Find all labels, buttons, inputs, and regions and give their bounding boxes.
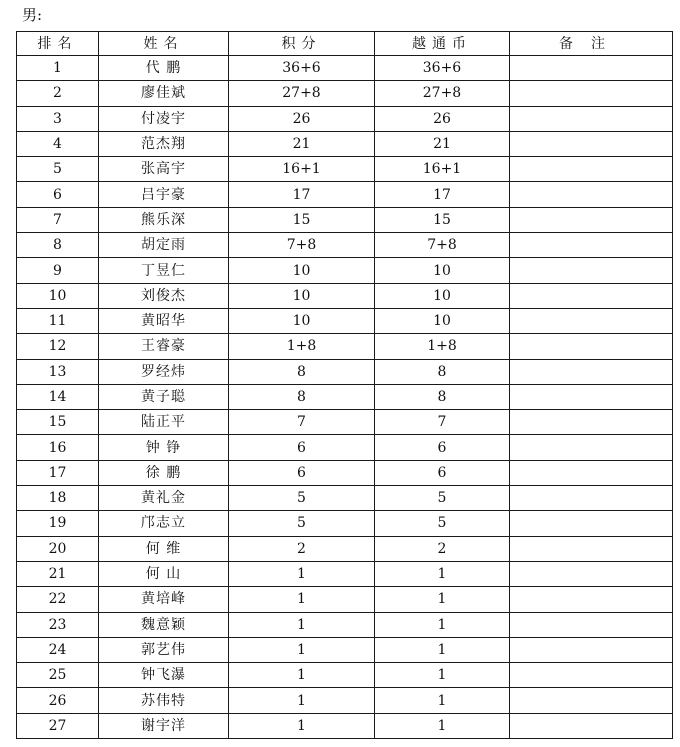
cell-name: 王睿豪 (99, 334, 229, 359)
cell-name: 丁昱仁 (99, 258, 229, 283)
cell-points: 10 (229, 308, 375, 333)
cell-name: 代 鹏 (99, 56, 229, 81)
table-row (17, 258, 673, 283)
cell-points: 10 (229, 283, 375, 308)
cell-name: 熊乐深 (99, 207, 229, 232)
cell-rank: 13 (17, 359, 99, 384)
cell-rank: 4 (17, 131, 99, 156)
cell-notes (510, 612, 673, 637)
table-row (17, 308, 673, 333)
cell-points: 5 (229, 511, 375, 536)
cell-points: 6 (229, 460, 375, 485)
cell-notes (510, 283, 673, 308)
cell-name: 郭艺伟 (99, 637, 229, 662)
cell-notes (510, 637, 673, 662)
cell-notes (510, 258, 673, 283)
cell-rank: 23 (17, 612, 99, 637)
table-row (17, 81, 673, 106)
cell-name: 钟飞瀑 (99, 663, 229, 688)
cell-coins: 7+8 (375, 233, 510, 258)
cell-rank: 2 (17, 81, 99, 106)
cell-name: 何 山 (99, 561, 229, 586)
cell-points: 8 (229, 384, 375, 409)
cell-rank: 22 (17, 587, 99, 612)
cell-rank: 24 (17, 637, 99, 662)
cell-name: 黄培峰 (99, 587, 229, 612)
cell-rank: 5 (17, 157, 99, 182)
cell-points: 7 (229, 410, 375, 435)
cell-notes (510, 56, 673, 81)
cell-notes (510, 410, 673, 435)
cell-name: 徐 鹏 (99, 460, 229, 485)
cell-notes (510, 587, 673, 612)
cell-name: 范杰翔 (99, 131, 229, 156)
cell-rank: 26 (17, 688, 99, 713)
cell-notes (510, 536, 673, 561)
cell-notes (510, 131, 673, 156)
cell-coins: 2 (375, 536, 510, 561)
cell-coins: 10 (375, 283, 510, 308)
table-row (17, 511, 673, 536)
cell-coins: 6 (375, 460, 510, 485)
table-row (17, 637, 673, 662)
cell-points: 1 (229, 688, 375, 713)
header-name: 姓名 (99, 32, 229, 56)
cell-name: 黄子聪 (99, 384, 229, 409)
cell-coins: 15 (375, 207, 510, 232)
cell-notes (510, 435, 673, 460)
cell-coins: 1 (375, 612, 510, 637)
table-row (17, 283, 673, 308)
table-row (17, 334, 673, 359)
cell-notes (510, 359, 673, 384)
cell-rank: 10 (17, 283, 99, 308)
cell-notes (510, 157, 673, 182)
table-row (17, 486, 673, 511)
cell-points: 15 (229, 207, 375, 232)
cell-notes (510, 81, 673, 106)
table-row (17, 157, 673, 182)
cell-rank: 15 (17, 410, 99, 435)
table-row (17, 460, 673, 485)
cell-notes (510, 308, 673, 333)
cell-coins: 1+8 (375, 334, 510, 359)
cell-coins: 8 (375, 384, 510, 409)
cell-rank: 27 (17, 713, 99, 738)
header-points: 积分 (229, 32, 375, 56)
cell-rank: 16 (17, 435, 99, 460)
cell-notes (510, 688, 673, 713)
cell-coins: 27+8 (375, 81, 510, 106)
cell-notes (510, 384, 673, 409)
cell-name: 何 维 (99, 536, 229, 561)
cell-rank: 6 (17, 182, 99, 207)
cell-coins: 8 (375, 359, 510, 384)
table-row (17, 207, 673, 232)
cell-notes (510, 511, 673, 536)
table-row (17, 182, 673, 207)
cell-name: 谢宇洋 (99, 713, 229, 738)
cell-name: 魏意颖 (99, 612, 229, 637)
cell-points: 5 (229, 486, 375, 511)
cell-name: 陆正平 (99, 410, 229, 435)
cell-coins: 10 (375, 258, 510, 283)
cell-rank: 8 (17, 233, 99, 258)
cell-points: 21 (229, 131, 375, 156)
cell-coins: 36+6 (375, 56, 510, 81)
cell-points: 16+1 (229, 157, 375, 182)
table-row (17, 536, 673, 561)
cell-notes (510, 486, 673, 511)
cell-notes (510, 106, 673, 131)
cell-points: 8 (229, 359, 375, 384)
cell-coins: 10 (375, 308, 510, 333)
cell-rank: 21 (17, 561, 99, 586)
cell-coins: 1 (375, 637, 510, 662)
table-row (17, 384, 673, 409)
cell-notes (510, 233, 673, 258)
cell-points: 1+8 (229, 334, 375, 359)
cell-coins: 1 (375, 561, 510, 586)
cell-coins: 17 (375, 182, 510, 207)
cell-name: 付凌宇 (99, 106, 229, 131)
cell-name: 廖佳斌 (99, 81, 229, 106)
cell-points: 27+8 (229, 81, 375, 106)
cell-name: 罗经炜 (99, 359, 229, 384)
table-row (17, 410, 673, 435)
cell-coins: 21 (375, 131, 510, 156)
cell-points: 1 (229, 587, 375, 612)
cell-rank: 14 (17, 384, 99, 409)
table-row (17, 587, 673, 612)
cell-name: 胡定雨 (99, 233, 229, 258)
table-row (17, 233, 673, 258)
cell-coins: 26 (375, 106, 510, 131)
table-body (17, 56, 673, 739)
table-row (17, 106, 673, 131)
cell-notes (510, 207, 673, 232)
cell-points: 6 (229, 435, 375, 460)
section-label: 男: (22, 6, 43, 24)
table-header (17, 32, 673, 56)
table-row (17, 713, 673, 738)
cell-coins: 5 (375, 511, 510, 536)
table-row (17, 359, 673, 384)
cell-name: 苏伟特 (99, 688, 229, 713)
cell-notes (510, 561, 673, 586)
table-row (17, 688, 673, 713)
cell-points: 36+6 (229, 56, 375, 81)
cell-coins: 7 (375, 410, 510, 435)
cell-points: 10 (229, 258, 375, 283)
cell-name: 钟 铮 (99, 435, 229, 460)
cell-name: 黄昭华 (99, 308, 229, 333)
cell-coins: 6 (375, 435, 510, 460)
cell-rank: 9 (17, 258, 99, 283)
table-row (17, 663, 673, 688)
cell-points: 1 (229, 663, 375, 688)
cell-rank: 12 (17, 334, 99, 359)
header-rank: 排名 (17, 32, 99, 56)
cell-notes (510, 713, 673, 738)
cell-notes (510, 663, 673, 688)
ranking-table (16, 31, 673, 739)
cell-rank: 19 (17, 511, 99, 536)
cell-coins: 1 (375, 663, 510, 688)
cell-name: 邝志立 (99, 511, 229, 536)
table-row (17, 56, 673, 81)
cell-rank: 3 (17, 106, 99, 131)
cell-points: 1 (229, 561, 375, 586)
cell-points: 26 (229, 106, 375, 131)
table-row (17, 612, 673, 637)
cell-points: 2 (229, 536, 375, 561)
table-row (17, 131, 673, 156)
cell-rank: 20 (17, 536, 99, 561)
cell-coins: 1 (375, 713, 510, 738)
table-row (17, 435, 673, 460)
cell-coins: 16+1 (375, 157, 510, 182)
cell-name: 张高宇 (99, 157, 229, 182)
cell-coins: 1 (375, 587, 510, 612)
cell-name: 吕宇豪 (99, 182, 229, 207)
header-row (17, 32, 673, 56)
cell-name: 黄礼金 (99, 486, 229, 511)
cell-notes (510, 182, 673, 207)
cell-points: 1 (229, 637, 375, 662)
cell-notes (510, 460, 673, 485)
header-notes: 备注 (510, 32, 673, 56)
cell-rank: 17 (17, 460, 99, 485)
cell-points: 1 (229, 713, 375, 738)
cell-notes (510, 334, 673, 359)
cell-rank: 7 (17, 207, 99, 232)
cell-rank: 11 (17, 308, 99, 333)
cell-points: 1 (229, 612, 375, 637)
table-row (17, 561, 673, 586)
cell-name: 刘俊杰 (99, 283, 229, 308)
cell-rank: 1 (17, 56, 99, 81)
cell-coins: 1 (375, 688, 510, 713)
cell-rank: 18 (17, 486, 99, 511)
cell-rank: 25 (17, 663, 99, 688)
cell-points: 7+8 (229, 233, 375, 258)
header-coins: 越通币 (375, 32, 510, 56)
cell-coins: 5 (375, 486, 510, 511)
cell-points: 17 (229, 182, 375, 207)
